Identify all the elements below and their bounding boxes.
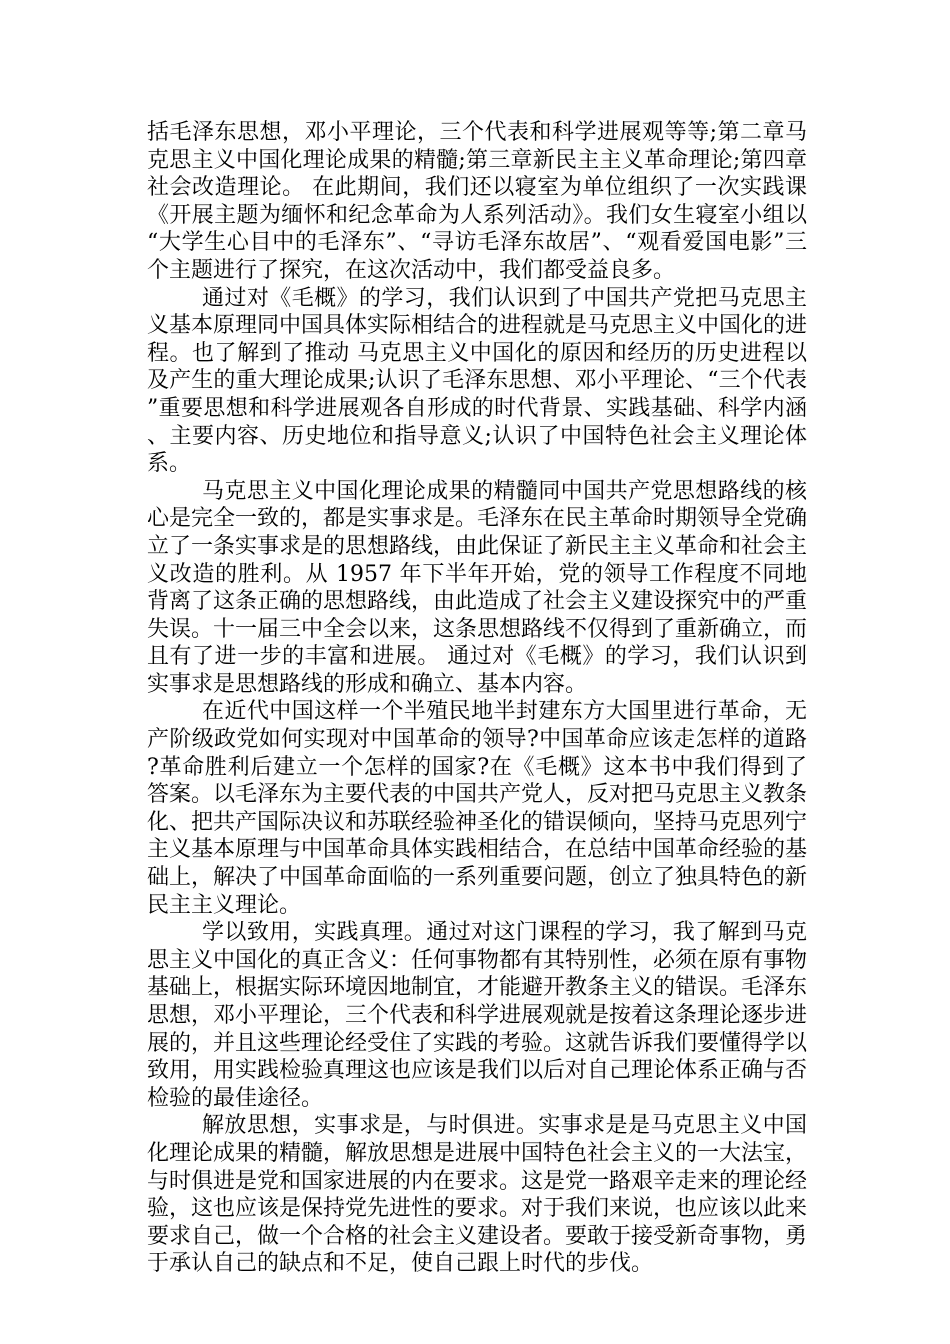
paragraph: 马克思主义中国化理论成果的精髓同中国共产党思想路线的核心是完全一致的，都是实事求是。毛泽东在民主革命时期领导全党确立了一条实事求是的思想路线，由此保证了新民主主义革命和社会主义改造的胜利。从 1957 年下半年开始，党的领导工作程度不同地背离了这条正确的思想路线，由此造成了社会主义建设探究中的严重失误。十一届三中全会以来，这条思想路线不仅得到了重新确立，而且有了进一步的丰富和进展。 通过对《毛概》的学习，我们认识到实事求是思想路线的形成和确立、基本内容。 [147, 478, 808, 697]
paragraph: 通过对《毛概》的学习，我们认识到了中国共产党把马克思主义基本原理同中国具体实际相结合的进程就是马克思主义中国化的进程。也了解到了推动 马克思主义中国化的原因和经历的历史进程以及产生的重大理论成果;认识了毛泽东思想、邓小平理论、“三个代表”重要思想和科学进展观各自形成的时代背景、实践基础、科学内涵、主要内容、历史地位和指导意义;认识了中国特色社会主义理论体系。 [147, 285, 808, 477]
paragraph-continuation: 括毛泽东思想，邓小平理论，三个代表和科学进展观等等;第二章马克思主义中国化理论成果的精髓;第三章新民主主义革命理论;第四章社会改造理论。 在此期间，我们还以寝室为单位组织了一次实践课《开展主题为缅怀和纪念革命为人系列活动》。我们女生寝室小组以“大学生心目中的毛泽东”、“寻访毛泽东故居”、“观看爱国电影”三个主题进行了探究，在这次活动中，我们都受益良多。 [147, 120, 807, 283]
paragraph: 解放思想，实事求是，与时俱进。实事求是是马克思主义中国化理论成果的精髓，解放思想是进展中国特色社会主义的一大法宝，与时俱进是党和国家进展的内在要求。这是党一路艰辛走来的理论经验，这也应该是保持党先进性的要求。对于我们来说，也应该以此来要求自己，做一个合格的社会主义建设者。要敢于接受新奇事物，勇于承认自己的缺点和不足，使自己跟上时代的步伐。 [147, 1113, 808, 1277]
document-page [147, 119, 807, 1278]
paragraph: 学以致用，实践真理。通过对这门课程的学习，我了解到马克思主义中国化的真正含义：任何事物都有其特别性，必须在原有事物基础上，根据实际环境因地制宜，才能避开教条主义的错误。毛泽东思想，邓小平理论，三个代表和科学进展观就是按着这条理论逐步进展的，并且这些理论经受住了实践的考验。这就告诉我们要懂得学以致用，用实践检验真理这也应该是我们以后对自己理论体系正确与否检验的最佳途径。 [147, 920, 808, 1111]
paragraph: 在近代中国这样一个半殖民地半封建东方大国里进行革命，无产阶级政党如何实现对中国革命的领导?中国革命应该走怎样的道路?革命胜利后建立一个怎样的国家?在《毛概》这本书中我们得到了答案。以毛泽东为主要代表的中国共产党人，反对把马克思主义教条化、把共产国际决议和苏联经验神圣化的错误倾向，坚持马克思列宁主义基本原理与中国革命具体实践相结合，在总结中国革命经验的基础上，解决了中国革命面临的一系列重要问题，创立了独具特色的新民主主义理论。 [147, 699, 808, 918]
